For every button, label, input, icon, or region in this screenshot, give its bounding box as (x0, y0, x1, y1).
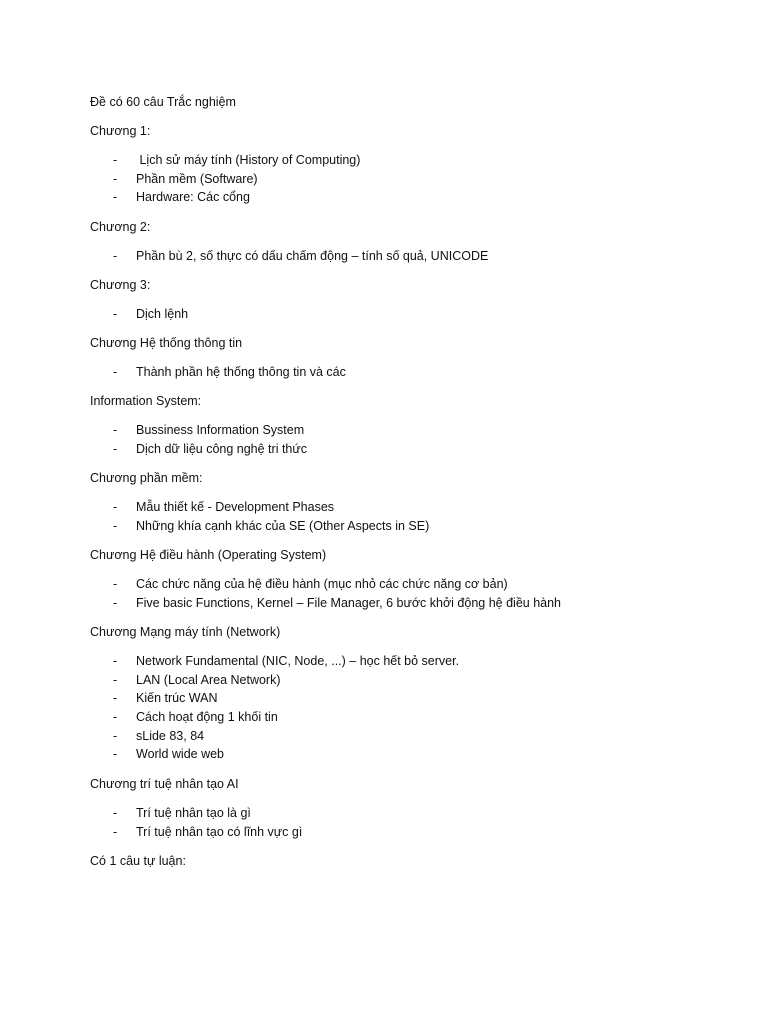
list-item (113, 728, 204, 744)
list-item-text: Các chức năng của hệ điều hành (mục nhỏ các chức năng cơ bản) (136, 577, 508, 591)
list-item-text: Những khía cạnh khác của SE (Other Aspects in SE) (136, 519, 430, 533)
list-item (113, 189, 250, 205)
list-item (113, 152, 360, 168)
list-item-text: Phần mềm (Software) (136, 172, 258, 186)
bullet-dash: - (113, 519, 118, 533)
section-heading: Chương Hệ thống thông tin (90, 336, 243, 350)
bullet-dash: - (113, 577, 118, 591)
list-item (113, 441, 307, 457)
bullet-dash: - (113, 673, 118, 687)
list-item (113, 653, 459, 669)
list-item-text: Five basic Functions, Kernel – File Manager, 6 bước khởi động hệ điều hành (136, 596, 561, 610)
section-heading: Chương 2: (90, 220, 151, 234)
list-item (113, 364, 346, 380)
list-item-text: Bussiness Information System (136, 423, 305, 437)
list-item-text: Kiến trúc WAN (136, 691, 218, 705)
list-item (113, 672, 281, 688)
list-item-text: Dịch lệnh (136, 307, 189, 321)
list-item (113, 422, 304, 438)
list-item-text: Trí tuệ nhân tạo có lĩnh vực gì (136, 825, 303, 839)
bullet-dash: - (113, 500, 118, 514)
list-item (113, 306, 188, 322)
list-item-text: Network Fundamental (NIC, Node, ...) – học hết bỏ server. (136, 654, 460, 668)
list-item-text: Mẫu thiết kế - Development Phases (136, 500, 335, 514)
list-item-text: LAN (Local Area Network) (136, 673, 281, 687)
bullet-dash: - (113, 729, 118, 743)
list-item (113, 709, 278, 725)
list-item-text: Hardware: Các cổng (136, 190, 250, 204)
document-title: Đề có 60 câu Trắc nghiệm (90, 95, 236, 109)
list-item (113, 248, 488, 264)
closing-line: Có 1 câu tự luận: (90, 854, 186, 868)
section-heading: Chương 1: (90, 124, 151, 138)
bullet-dash: - (113, 307, 118, 321)
section-heading: Chương Mạng máy tính (Network) (90, 625, 281, 639)
bullet-dash: - (113, 654, 118, 668)
bullet-dash: - (113, 365, 118, 379)
list-item-text: World wide web (136, 747, 225, 761)
bullet-dash: - (113, 249, 118, 263)
bullet-dash: - (113, 423, 118, 437)
bullet-dash: - (113, 172, 118, 186)
list-item-text: sLide 83, 84 (136, 729, 205, 743)
bullet-dash: - (113, 710, 118, 724)
bullet-dash: - (113, 153, 118, 167)
bullet-dash: - (113, 825, 118, 839)
bullet-dash: - (113, 747, 118, 761)
list-item-text: Phần bù 2, số thực có dấu chấm động – tính số quả, UNICODE (136, 249, 489, 263)
section-heading: Chương Hệ điều hành (Operating System) (90, 548, 327, 562)
list-item (113, 824, 302, 840)
bullet-dash: - (113, 442, 118, 456)
list-item (113, 595, 561, 611)
list-item-text: Cách hoạt động 1 khối tin (136, 710, 278, 724)
list-item-text: Lịch sử máy tính (History of Computing) (136, 153, 361, 167)
bullet-dash: - (113, 190, 118, 204)
list-item (113, 690, 218, 706)
list-item (113, 576, 508, 592)
list-item (113, 171, 258, 187)
list-item-text: Trí tuệ nhân tạo là gì (136, 806, 251, 820)
bullet-dash: - (113, 691, 118, 705)
list-item (113, 518, 429, 534)
section-heading: Information System: (90, 394, 202, 408)
list-item (113, 499, 334, 515)
list-item-text: Dịch dữ liệu công nghệ tri thức (136, 442, 307, 456)
section-heading: Chương 3: (90, 278, 151, 292)
list-item (113, 805, 251, 821)
list-item-text: Thành phần hệ thống thông tin và các (136, 365, 346, 379)
section-heading: Chương trí tuệ nhân tạo AI (90, 777, 239, 791)
list-item (113, 746, 224, 762)
section-heading: Chương phần mềm: (90, 471, 203, 485)
bullet-dash: - (113, 806, 118, 820)
bullet-dash: - (113, 596, 118, 610)
